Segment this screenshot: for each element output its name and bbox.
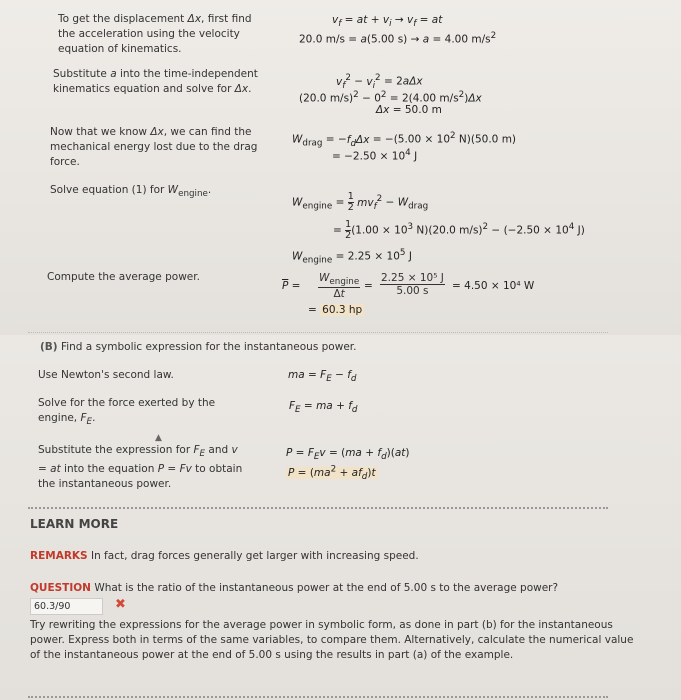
step-1-text: To get the displacement Δx, first find the acceleration using the velocity equation of kinematics.: [58, 13, 252, 55]
eq-4b: = $\frac{1}{2}$ ($1.00 \times 10^3$ N)(20.0 $m/s)^2 - (-2.50 \times 10^4$ J): [333, 219, 585, 241]
step-3-text: Now that we know Δx, we can find the mechanical energy lost due to the drag force.: [50, 126, 258, 168]
step-4-text: Solve equation (1) for $W_{engine}$.: [50, 184, 212, 200]
partB-eq-2: $F_E$ = ma + $f_d$: [289, 400, 358, 416]
eq-5-frac-1: $W_{engine}$ Δt: [319, 272, 360, 301]
divider: [28, 332, 608, 333]
learn-more-title: LEARN MORE: [30, 517, 119, 531]
eq-4a: $W_{engine}$ = $\frac{1}{2}$ $mv_f^2 - W_{drag}$: [292, 191, 429, 213]
eq-5-eq: =: [364, 280, 373, 292]
question-line: QUESTION What is the ratio of the instantaneous power at the end of 5.00 s to the average power?: [30, 582, 559, 594]
partB-step-1: Use Newton's second law.: [38, 369, 174, 381]
eq-5-lhs: $\overline{P}$ =: [282, 280, 301, 292]
partB-eq-3a: $P = F_Ev = (ma + f_d)(at)$: [286, 447, 410, 463]
eq-5-result: = 4.50 × 10⁴ W: [452, 280, 535, 292]
eq-1b: 20.0 m/s = a(5.00 s) → a = 4.00 $m/s^2$: [299, 31, 497, 46]
eq-2c: Δx = 50.0 m: [376, 104, 442, 116]
step-2-text: Substitute a into the time-independent kinematics equation and solve for Δx.: [53, 68, 258, 95]
step-5-text: Compute the average power.: [47, 271, 200, 283]
remarks-line: REMARKS In fact, drag forces generally get larger with increasing speed.: [30, 550, 419, 562]
eq-5-hp: = 60.3 hp: [308, 304, 363, 316]
partB-step-2: Solve for the force exerted by the engine, $F_E$.: [38, 397, 216, 428]
eq-5-frac-2: $\frac{\text{2.25 × 10⁵ J}}{5.00 s}$: [381, 272, 444, 297]
partB-header: (B) Find a symbolic expression for the instantaneous power.: [40, 341, 357, 353]
answer-input[interactable]: 60.3/90: [30, 598, 103, 615]
incorrect-x-icon: ✖: [115, 597, 126, 612]
learn-more-divider: [28, 507, 608, 509]
mouse-cursor: ▲: [155, 433, 162, 443]
eq-2b: (20.0 $m/s)^2 - 0^2 = 2(4.00$ $m/s^2)\Delta x$: [299, 90, 482, 105]
feedback-text: Try rewriting the expressions for the average power in symbolic form, as done in part (b) for the instantaneous power. Express both in terms of the same variables, to compare them. Alternatively, calculate the numerical value of the instantaneous power at the end of 5.00 s using the results in part (a) of the example.: [30, 619, 634, 661]
eq-3a: $W_{drag} = -f_d\Delta x = -(5.00 \times 10^2$ N)(50.0 m): [292, 131, 517, 149]
partB-step-3: Substitute the expression for $F_E$ and v = at into the equation P = Fv to obtain the instantaneous power.: [38, 444, 243, 491]
partB-eq-1: ma = $F_E - f_d$: [288, 369, 357, 385]
eq-2a: $v_f^2 - v_i^2 = 2a\Delta x$: [336, 73, 423, 91]
bottom-divider: [28, 696, 608, 698]
partB-eq-3b: $P = (ma^2 + af_d)t$: [288, 464, 376, 482]
eq-3b: = $-2.50 \times 10^4$ J: [332, 148, 418, 163]
eq-4c: $W_{engine} = 2.25 \times 10^5$ J: [292, 248, 412, 266]
eq-1a: $v_f$ = at + $v_i \to v_f$ = at: [332, 14, 443, 30]
